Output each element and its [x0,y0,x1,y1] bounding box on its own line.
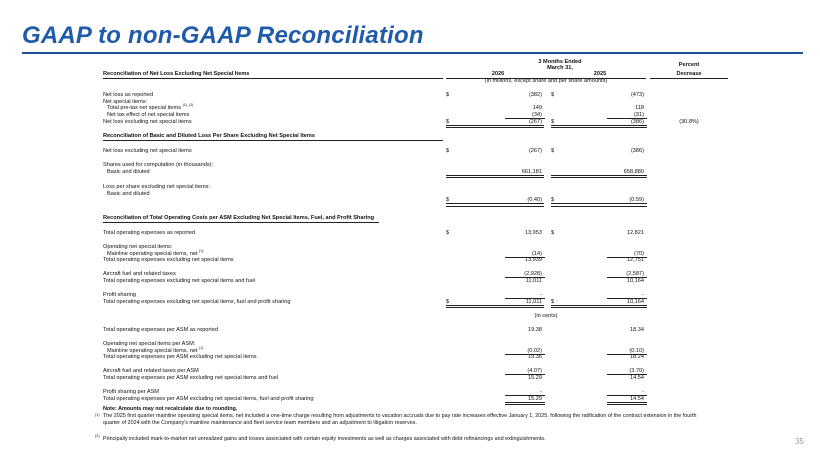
value-2025: 118 [635,105,644,111]
currency-symbol: $ [551,92,555,98]
value-2025: 18.24 [630,354,644,360]
row-label: Total operating expenses per ASM excluding net special items and fuel [103,374,279,381]
value-2026: 19.38 [528,327,542,333]
row-label: Net tax effect of net special items [107,111,190,118]
footnote-marker: (2) [95,434,100,438]
value-2025: (0.59) [629,197,644,203]
row-label: Total operating expenses per ASM as reported [103,327,219,333]
value-2026: - [540,292,542,298]
value-2025: 10,164 [626,298,644,305]
row-label: Aircraft fuel and related taxes [103,271,176,277]
cents-note: (in cents) [534,313,558,319]
value-2026: 11,011 [525,277,542,284]
value-2025: (2,587) [626,271,644,277]
footnote-1: The 2025 first quarter mainline operating special items, net included a one-time charge resulting from adjustments to vacation accruals due to pay rate increases effective January 1, 2025, following the ratification of the contract extension in the fourth [103,413,697,419]
value-2026: (382) [528,92,542,98]
title-divider [22,52,803,54]
value-2025: 12,821 [626,230,644,236]
currency-symbol: $ [446,118,450,125]
period-header: 3 Months Ended [538,59,582,65]
value-2026: (14) [532,250,542,257]
percent-header: Percent [678,62,700,68]
value-2026: 661,181 [521,168,542,175]
value-2026: - [540,389,542,395]
value-2026: 149 [532,105,542,111]
row-label: Total operating expenses excluding net special items, fuel and profit sharing [103,298,291,305]
value-2026: (34) [532,111,542,118]
footnote-ref: (1), (2) [182,103,194,107]
footnote-1-continued: quarter of 2024 with the Company's mainline maintenance and fleet service team members and an adjustment to litigation reserves. [103,420,417,426]
value-2025: 14.54 [630,395,644,402]
row-label: Operating net special items: [103,244,173,250]
currency-symbol: $ [446,148,450,154]
footnote-marker: (1) [95,413,100,417]
currency-symbol: $ [446,298,450,305]
page-title: GAAP to non-GAAP Reconciliation [22,22,424,49]
rounding-note: Note: Amounts may not recalculate due to rounding. [103,406,238,412]
footnote-2: Principally included mark-to-market net unrealized gains and losses associated with certain equity investments as well as charges associated with debt refinancings and extinguishments. [103,436,546,442]
row-label: Operating net special items per ASM: [103,341,196,347]
value-2026: (267) [528,118,542,125]
section-title-net-loss: Reconciliation of Net Loss Excluding Net Special Items [103,71,250,77]
value-2026: (2,928) [524,271,542,277]
value-2025: 10,164 [626,277,644,284]
row-label: Total operating expenses excluding net special items [103,257,234,263]
row-label: Net loss excluding net special items [103,118,192,125]
row-label: Total operating expenses per ASM excluding net special items, fuel and profit sharing [103,395,314,402]
value-2026: (4.07) [527,368,542,374]
value-2026: 15.29 [528,374,542,381]
value-2025: 658,880 [623,168,644,175]
value-2025: 18.34 [630,327,644,333]
value-2025: - [642,389,644,395]
currency-symbol: $ [551,148,555,154]
footnote-ref: (1) [199,345,204,350]
row-label: Total pre-tax net special items [107,105,181,111]
row-label: Total operating expenses as reported [103,230,196,236]
row-label: Basic and diluted [107,168,150,175]
period-date-header: March 31, [547,65,573,71]
value-2025: (31) [634,111,644,118]
row-label: Profit sharing per ASM [103,389,159,395]
value-2026: 15.29 [528,395,542,402]
row-label: Total operating expenses per ASM excluding net special items [103,354,257,360]
row-label: Profit sharing [103,292,136,298]
year-2026-header: 2026 [491,71,505,77]
row-label: Mainline operating special items, net [107,250,198,257]
value-2026: 19.36 [528,354,542,360]
value-2026: 13,953 [524,230,542,236]
row-label: Shares used for computation (in thousands): [103,162,214,168]
row-label: Loss per share excluding net special items: [103,184,210,190]
value-2026: 11,011 [525,298,542,305]
currency-symbol: $ [551,230,555,236]
currency-symbol: $ [446,92,450,98]
value-2026: (0.40) [527,197,542,203]
value-2025: (3.70) [629,368,644,374]
value-2025: (473) [630,92,644,98]
value-2025: (0.10) [629,347,644,354]
currency-symbol: $ [551,197,555,203]
value-2026: (0.02) [527,347,542,354]
footnote-ref: (1) [199,248,204,253]
value-2026: (267) [528,148,542,154]
value-2025: (386) [630,118,644,125]
currency-symbol: $ [551,118,555,125]
currency-symbol: $ [446,197,450,203]
row-label: Basic and diluted [107,190,150,197]
row-label: Net special items: [103,98,148,105]
value-2026: 13,939 [524,257,542,263]
page-number: 35 [795,437,804,446]
value-2025: (70) [634,250,644,257]
currency-symbol: $ [446,230,450,236]
percent-change: (30.8%) [679,118,699,125]
value-2025: 12,751 [626,257,644,263]
value-2025: - [642,292,644,298]
year-2025-header: 2025 [593,71,607,77]
section-title-casm: Reconciliation of Total Operating Costs per ASM Excluding Net Special Items, Fuel, and Profit Sharing [103,215,375,221]
currency-symbol: $ [551,298,555,305]
row-label: Aircraft fuel and related taxes per ASM [103,368,199,374]
row-label: Net loss excluding net special items [103,148,192,154]
decrease-header: Decrease [676,71,702,77]
row-label: Mainline operating special items, net [107,347,198,354]
row-label: Net loss as reported [103,92,154,98]
value-2025: (386) [630,148,644,154]
section-title-eps: Reconciliation of Basic and Diluted Loss Per Share Excluding Net Special Items [103,133,315,139]
value-2025: 14.54 [630,374,644,381]
units-note: (in millions, except share and per share amounts) [484,78,608,84]
row-label: Total operating expenses excluding net special items and fuel [103,277,256,284]
